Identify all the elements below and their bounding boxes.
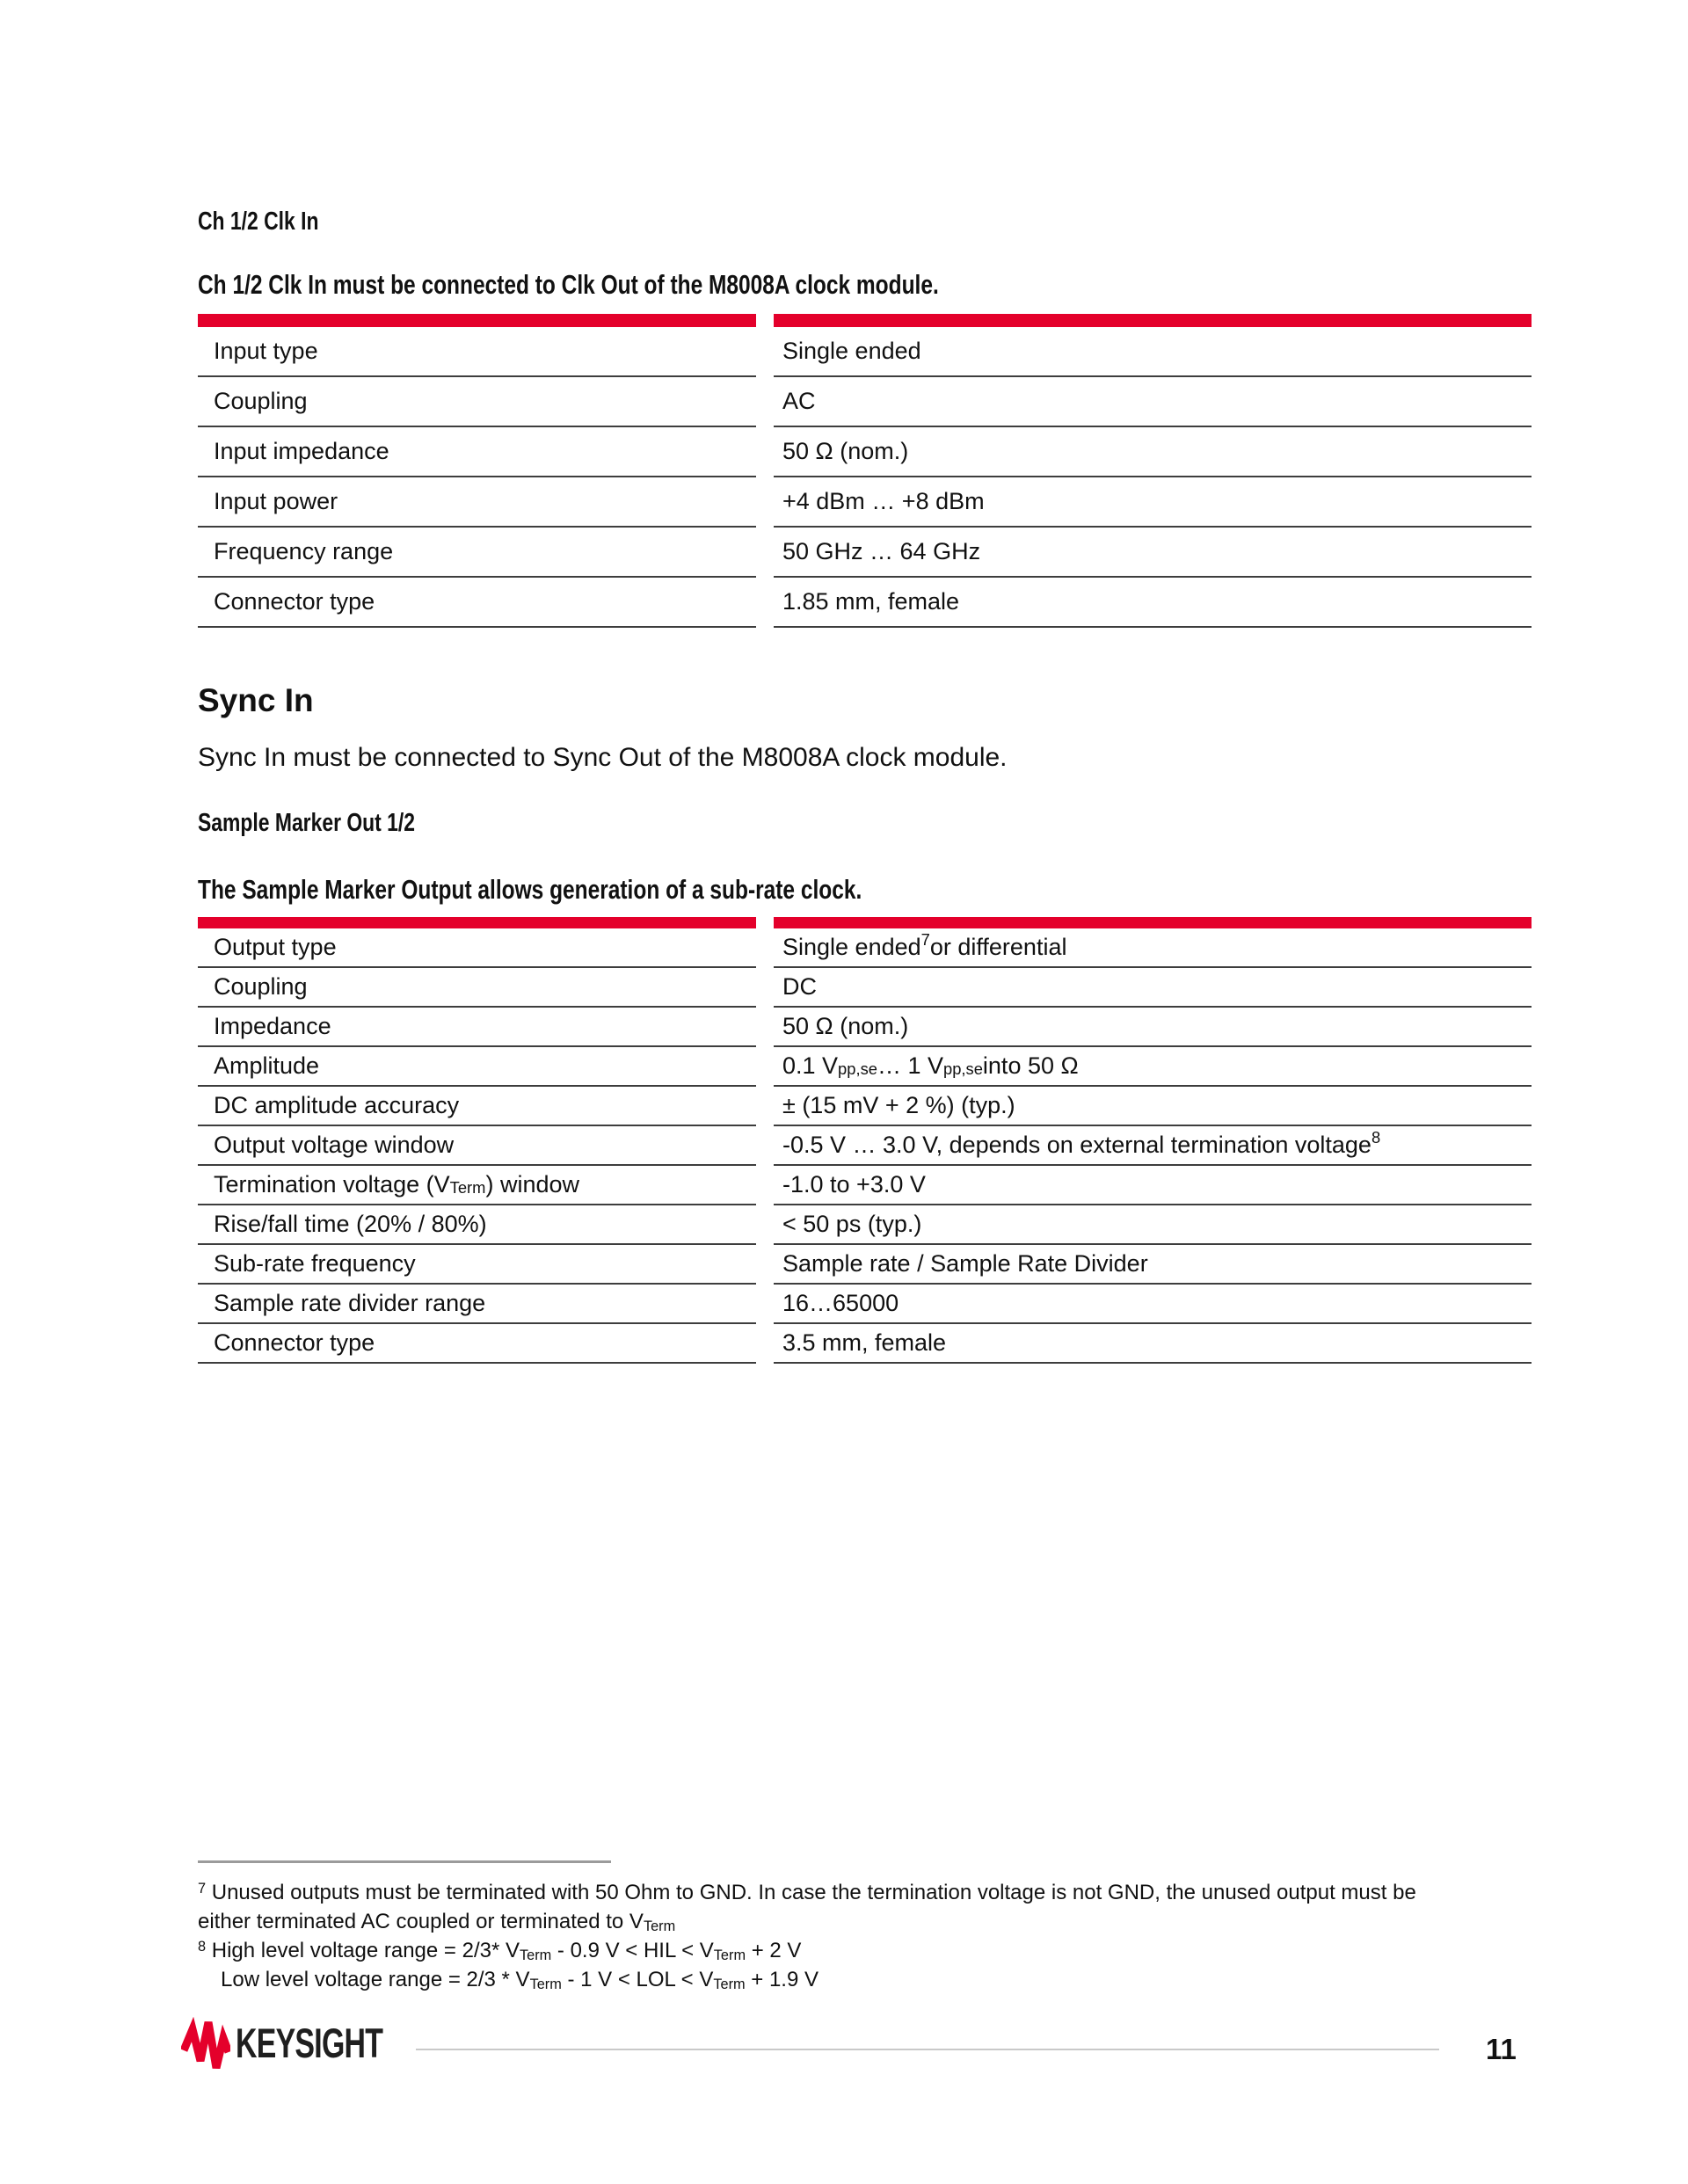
table-row	[198, 928, 1532, 968]
spec-label: Rise/fall time (20% / 80%)	[198, 1205, 756, 1245]
clk-in-heading-text: Ch 1/2 Clk In	[198, 207, 319, 236]
table-row	[198, 1008, 1532, 1047]
sample-marker-heading	[198, 809, 473, 838]
footnotes	[198, 1878, 1534, 1994]
spec-label: Sample rate divider range	[198, 1285, 756, 1324]
spec-label: Sub-rate frequency	[198, 1245, 756, 1285]
keysight-spark-icon	[181, 2017, 230, 2071]
spec-value: AC	[774, 377, 1532, 427]
spec-value: Sample rate / Sample Rate Divider	[774, 1245, 1532, 1285]
table-row	[198, 1245, 1532, 1285]
clk-in-intro	[198, 269, 1136, 301]
spec-label: Output voltage window	[198, 1126, 756, 1166]
table-row	[198, 1087, 1532, 1126]
footnote-8-line-2: Low level voltage range = $2/3 * V_{Term} - 1$ V < LOL < $V_{Term} + 1.9$ V	[221, 1968, 819, 1992]
table-row	[198, 1285, 1532, 1324]
spec-value: 50 Ω (nom.)	[774, 427, 1532, 477]
table-row	[198, 1324, 1532, 1364]
footer-rule	[416, 2049, 1439, 2050]
table-row	[198, 1205, 1532, 1245]
spec-label: Coupling	[198, 968, 756, 1008]
spec-label: Connector type	[198, 1324, 756, 1364]
spec-value: +4 dBm … +8 dBm	[774, 477, 1532, 528]
sync-in-body-text: Sync In must be connected to Sync Out of the M8008A clock module.	[198, 743, 1008, 772]
spec-value: 0.1 V $_{pp,se}$ … 1 V $_{pp,se}$ into 50 Ω	[774, 1047, 1532, 1087]
spec-value: -0.5 V … 3.0 V, depends on external termination voltage $^8$	[774, 1126, 1532, 1166]
sync-in-body	[198, 743, 1008, 773]
footnote-8-line-1: $^8$ High level voltage range = 2/3* $V_{Term} - 0.9$ V < HIL < $V_{Term} + 2$ V	[198, 1938, 802, 1963]
sample-marker-intro	[198, 874, 1038, 906]
keysight-logo	[181, 2017, 440, 2071]
spec-value: 50 GHz … 64 GHz	[774, 528, 1532, 578]
clk-in-heading	[198, 207, 351, 237]
table-row	[198, 1047, 1532, 1087]
table-row	[198, 327, 1532, 377]
table-row	[198, 1166, 1532, 1205]
spec-label: Coupling	[198, 377, 756, 427]
spec-value: Single ended	[774, 327, 1532, 377]
sync-in-heading	[198, 682, 314, 719]
spec-label: Input type	[198, 327, 756, 377]
footnote-divider	[198, 1860, 611, 1863]
table-row	[198, 578, 1532, 628]
table-row	[198, 528, 1532, 578]
spec-label: Frequency range	[198, 528, 756, 578]
spec-label: Impedance	[198, 1008, 756, 1047]
page-number: 11	[1486, 2033, 1517, 2065]
spec-label: Input impedance	[198, 427, 756, 477]
table-body	[198, 327, 1532, 628]
table-accent-bar	[198, 917, 1532, 928]
spec-value: 1.85 mm, female	[774, 578, 1532, 628]
sync-in-heading-text: Sync In	[198, 682, 314, 718]
specs-table-clk-in	[198, 314, 1532, 628]
table-row	[198, 968, 1532, 1008]
spec-value: < 50 ps (typ.)	[774, 1205, 1532, 1245]
spec-label: Output type	[198, 928, 756, 968]
table-row	[198, 1126, 1532, 1166]
table-row	[198, 377, 1532, 427]
table-accent-bar	[198, 314, 1532, 327]
spec-value: 16…65000	[774, 1285, 1532, 1324]
sample-marker-heading-text: Sample Marker Out 1/2	[198, 809, 416, 837]
spec-label: Termination voltage (V $_{Term}$ ) window	[198, 1166, 756, 1205]
spec-label: Amplitude	[198, 1047, 756, 1087]
spec-label: Input power	[198, 477, 756, 528]
clk-in-intro-text: Ch 1/2 Clk In must be connected to Clk Out of the M8008A clock module.	[198, 269, 939, 300]
spec-label: DC amplitude accuracy	[198, 1087, 756, 1126]
spec-value: Single ended $^7$ or differential	[774, 928, 1532, 968]
spec-value: DC	[774, 968, 1532, 1008]
specs-table-sample-marker	[198, 917, 1532, 1364]
footnote-7-line-1: $^7$ Unused outputs must be terminated with 50 Ohm to GND. In case the termination voltage is not GND, the unused output must be	[198, 1880, 1416, 1904]
table-row	[198, 477, 1532, 528]
spec-value: 50 Ω (nom.)	[774, 1008, 1532, 1047]
keysight-wordmark: KEYSIGHT	[236, 2020, 383, 2066]
table-row	[198, 427, 1532, 477]
spec-value: 3.5 mm, female	[774, 1324, 1532, 1364]
spec-value: ± (15 mV + 2 %) (typ.)	[774, 1087, 1532, 1126]
sample-marker-intro-text: The Sample Marker Output allows generation of a sub-rate clock.	[198, 874, 862, 905]
spec-label: Connector type	[198, 578, 756, 628]
table-body	[198, 928, 1532, 1364]
footnote-7-line-2: either terminated AC coupled or terminated to $V_{Term}$	[198, 1910, 676, 1934]
spec-value: -1.0 to +3.0 V	[774, 1166, 1532, 1205]
